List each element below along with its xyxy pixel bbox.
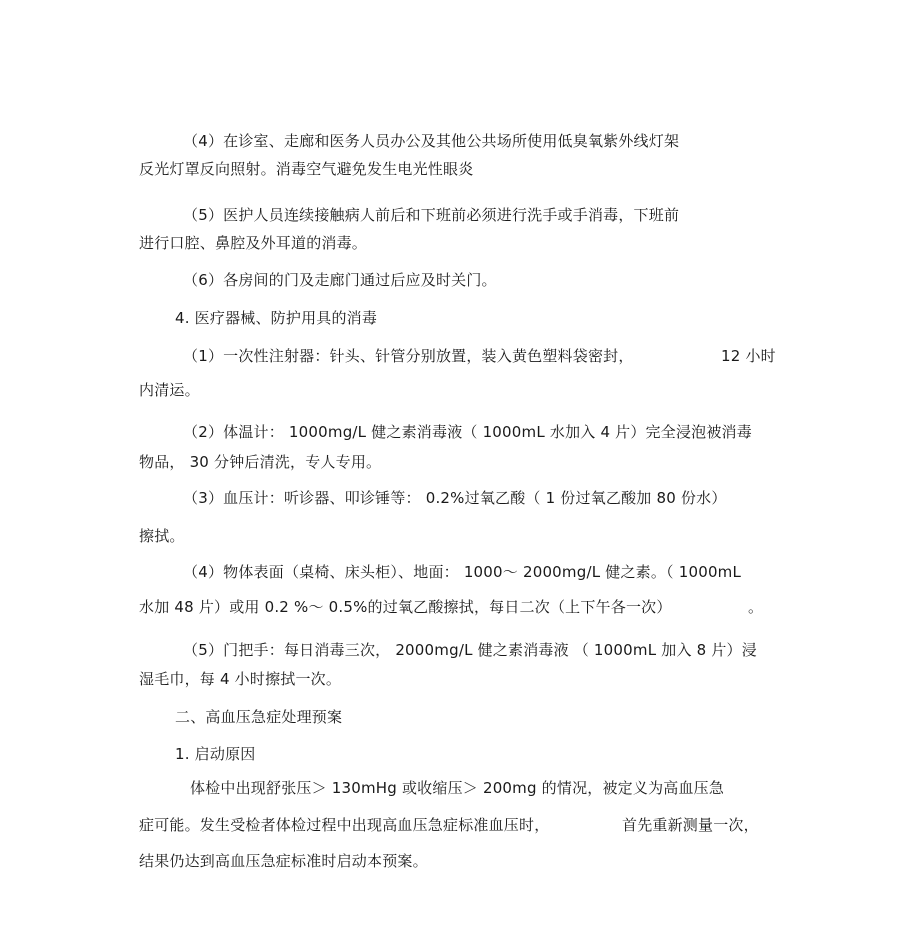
paragraph-line: （3）血压计：听诊器、叩诊锤等： 0.2%过氧乙酸（ 1 份过氧乙酸加 80 份水）	[183, 489, 727, 507]
section-heading: 4. 医疗器械、防护用具的消毒	[175, 309, 378, 327]
paragraph-line: 湿毛巾，每 4 小时擦拭一次。	[139, 670, 342, 688]
paragraph-line: 体检中出现舒张压＞ 130mHg 或收缩压＞ 200mg 的情况，被定义为高血压急	[190, 779, 725, 797]
paragraph-line: 内清运。	[139, 381, 200, 399]
paragraph-line: （5）门把手：每日消毒三次， 2000mg/L 健之素消毒液 （ 1000mL 加入 8 片）浸	[183, 641, 757, 659]
paragraph-line: （4）在诊室、走廊和医务人员办公及其他公共场所使用低臭氧紫外线灯架	[183, 132, 680, 150]
paragraph-line: 首先重新测量一次，	[622, 816, 759, 834]
paragraph-line: 擦拭。	[139, 527, 185, 545]
paragraph-line: 。	[748, 598, 764, 616]
paragraph-line: 物品， 30 分钟后清洗，专人专用。	[139, 453, 382, 471]
paragraph-line: 进行口腔、鼻腔及外耳道的消毒。	[139, 234, 368, 252]
section-heading: 二、高血压急症处理预案	[175, 708, 343, 726]
paragraph-line: 症可能。发生受检者体检过程中出现高血压急症标准血压时，	[139, 816, 550, 834]
paragraph-line: （6）各房间的门及走廊门通过后应及时关门。	[183, 271, 497, 289]
section-heading: 1. 启动原因	[175, 745, 256, 763]
paragraph-line: 反光灯罩反向照射。消毒空气避免发生电光性眼炎	[139, 160, 474, 178]
paragraph-line: 12 小时	[721, 347, 776, 365]
paragraph-line: （5）医护人员连续接触病人前后和下班前必须进行洗手或手消毒，下班前	[183, 206, 680, 224]
paragraph-line: （4）物体表面（桌椅、床头柜）、地面： 1000～ 2000mg/L 健之素。（ 1000mL	[183, 563, 742, 581]
paragraph-line: （1）一次性注射器：针头、针管分别放置，装入黄色塑料袋密封，	[183, 347, 634, 365]
paragraph-line: 结果仍达到高血压急症标准时启动本预案。	[139, 852, 428, 870]
paragraph-line: 水加 48 片）或用 0.2 %～ 0.5%的过氧乙酸擦拭，每日二次（上下午各一次）	[139, 598, 672, 616]
paragraph-line: （2）体温计： 1000mg/L 健之素消毒液（ 1000mL 水加入 4 片）完全浸泡被消毒	[183, 423, 752, 441]
